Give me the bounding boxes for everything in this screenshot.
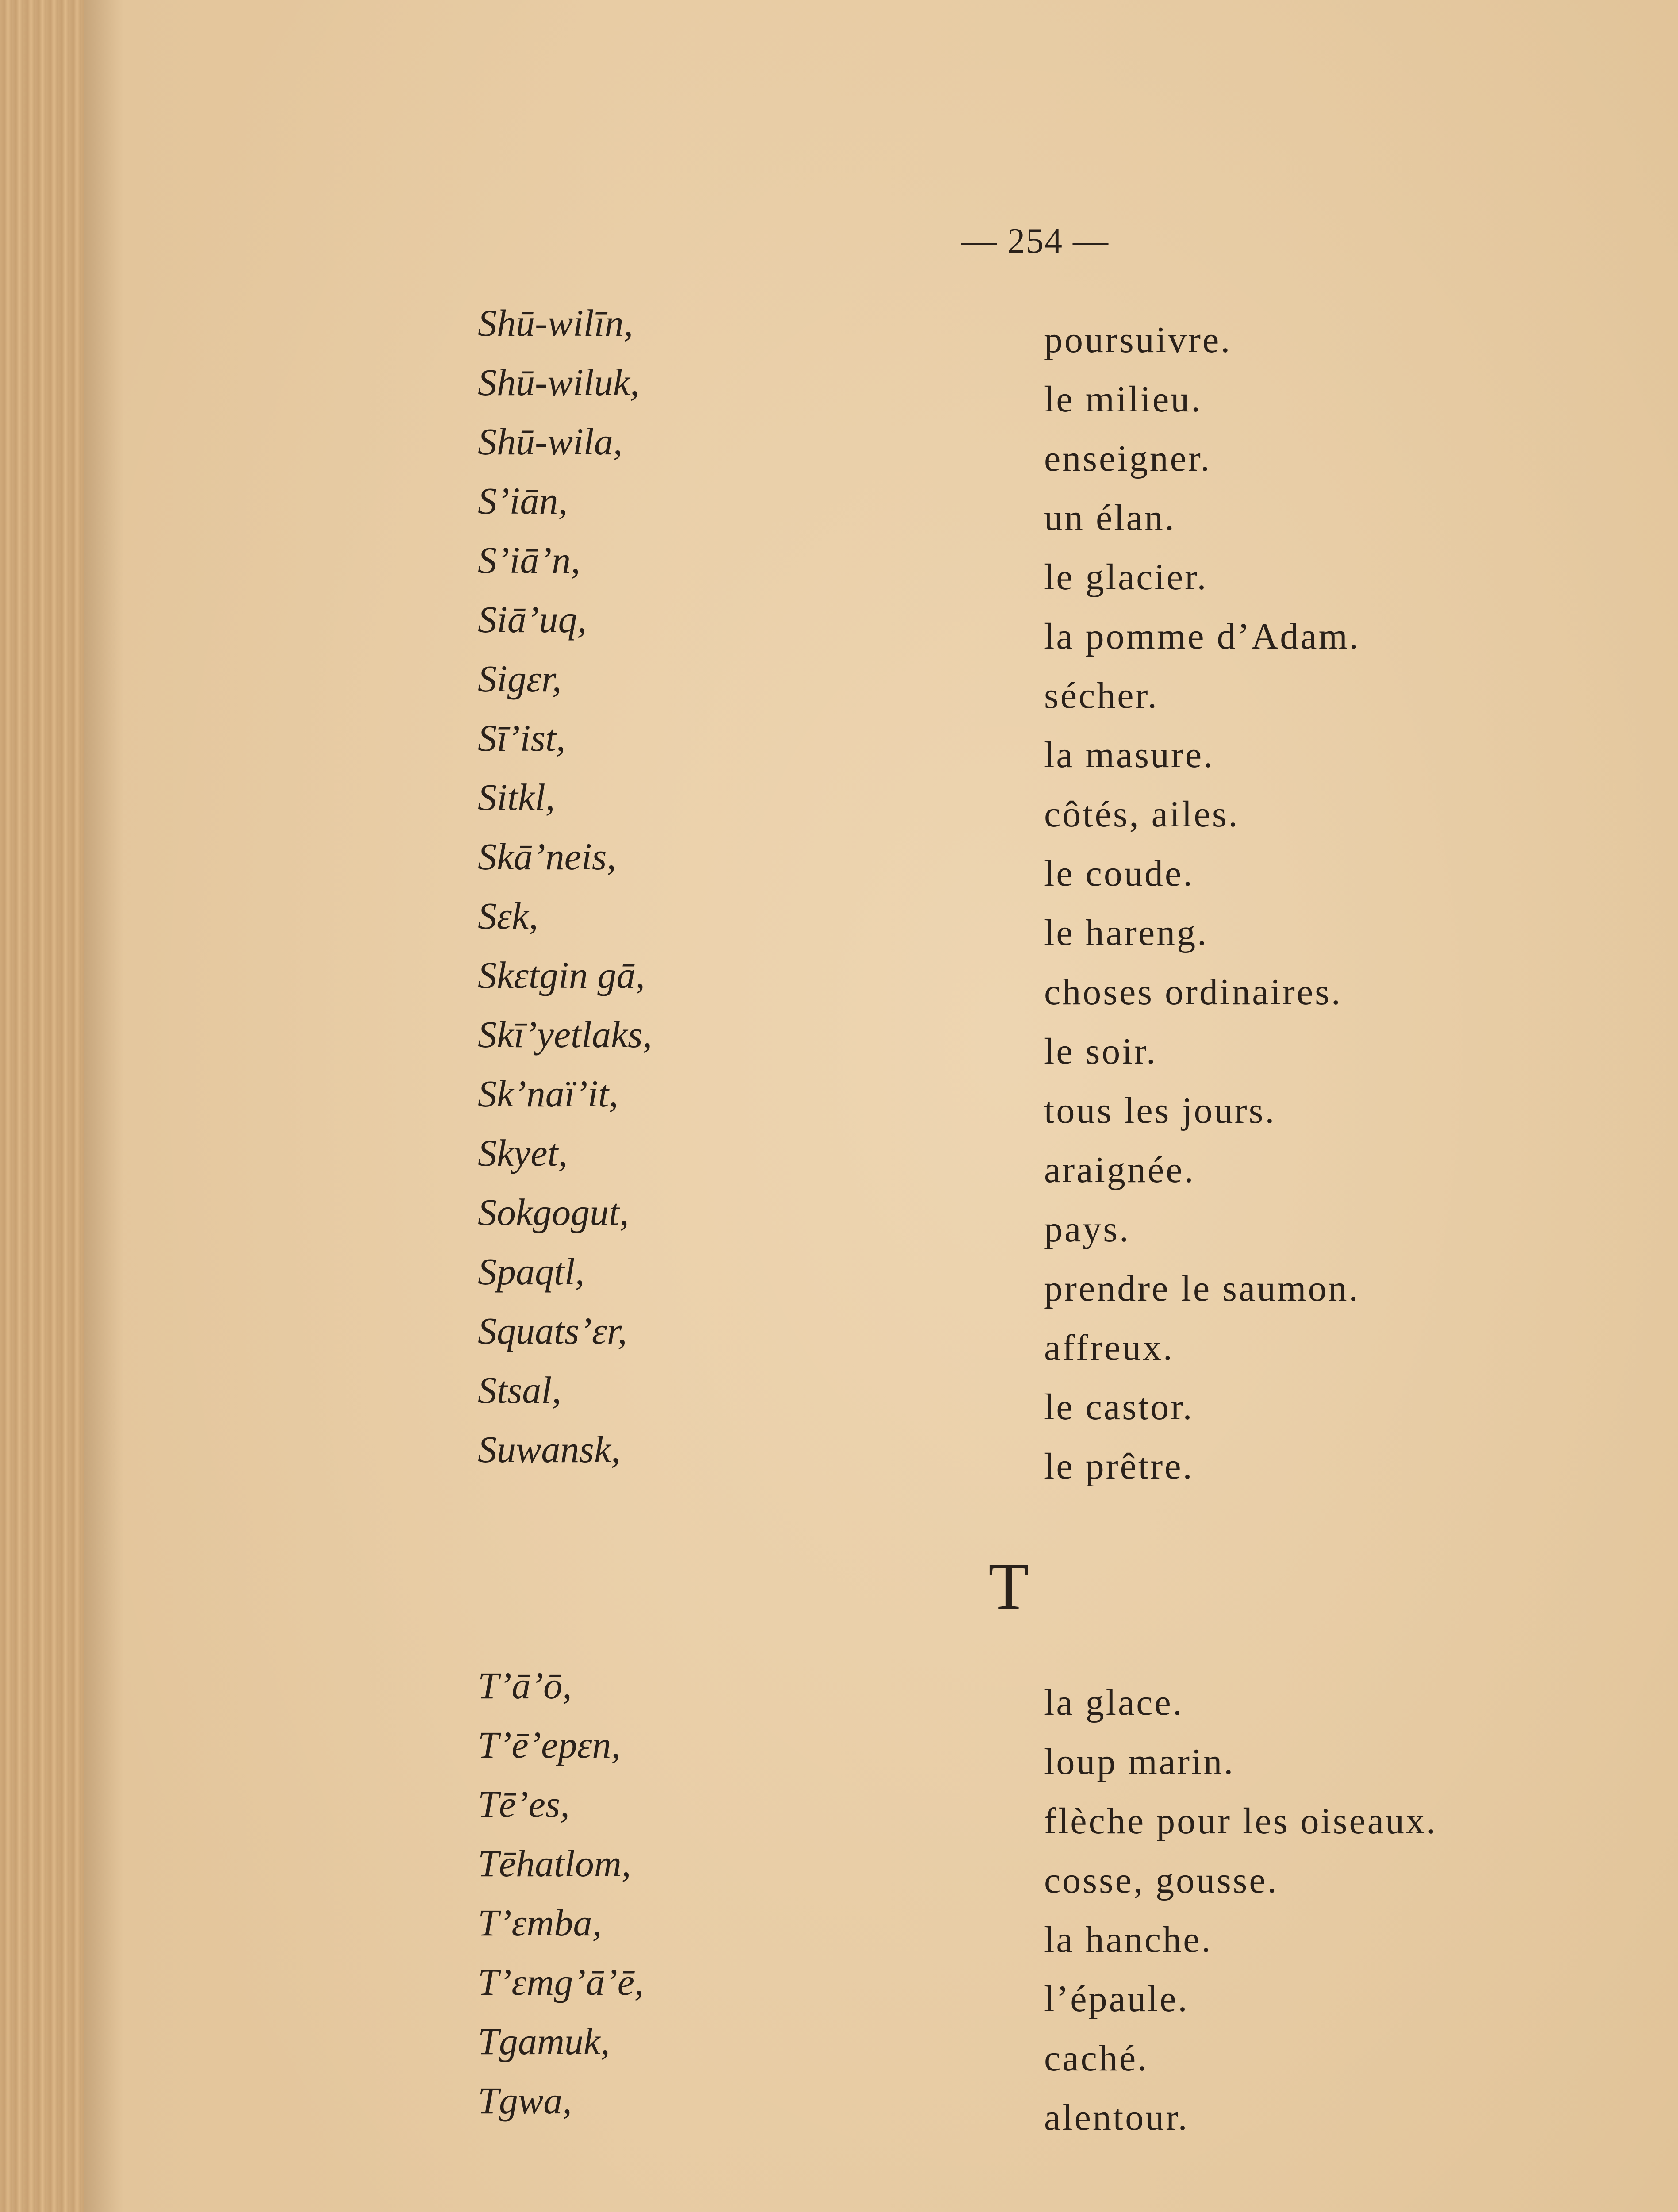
entry-gloss: sécher. (1044, 675, 1159, 716)
list-item (469, 1901, 1531, 1960)
entry-gloss: le hareng. (1044, 912, 1209, 953)
entry-gloss: la masure. (1044, 734, 1215, 776)
list-item (469, 1249, 1531, 1309)
entry-term: T’ā’ō, (478, 1664, 572, 1707)
section-heading-t: T (988, 1550, 1029, 1623)
entry-gloss: caché. (1044, 2038, 1149, 2079)
entry-term: Squats’ɛr, (478, 1310, 627, 1352)
list-item (469, 716, 1531, 775)
entry-term: S’iā’n, (478, 539, 580, 581)
entry-gloss: le soir. (1044, 1031, 1157, 1072)
entry-term: Tē’es, (478, 1783, 570, 1825)
entry-gloss: le milieu. (1044, 379, 1202, 420)
entry-term: Sk’naï’it, (478, 1072, 618, 1115)
list-item (469, 1782, 1531, 1841)
list-item (469, 419, 1531, 479)
list-item (469, 2019, 1531, 2078)
list-item (469, 1071, 1531, 1131)
list-item (469, 1723, 1531, 1782)
list-item (469, 1131, 1531, 1190)
list-item (469, 2078, 1531, 2138)
list-item (469, 1309, 1531, 1368)
list-item (469, 1960, 1531, 2019)
entry-term: Spaqtl, (478, 1250, 585, 1293)
entry-gloss: cosse, gousse. (1044, 1860, 1279, 1901)
list-item (469, 1190, 1531, 1249)
entry-term: Tēhatlom, (478, 1842, 631, 1885)
entry-term: Shū-wiluk, (478, 361, 640, 403)
list-item (469, 1427, 1531, 1486)
entry-gloss: le coude. (1044, 853, 1194, 894)
s-entries-list (469, 301, 1531, 1486)
entry-term: Siā’uq, (478, 598, 587, 641)
list-item (469, 538, 1531, 597)
book-binding (0, 0, 84, 2212)
list-item (469, 657, 1531, 716)
entry-gloss: affreux. (1044, 1327, 1174, 1368)
list-item (469, 301, 1531, 360)
entry-gloss: tous les jours. (1044, 1090, 1276, 1131)
entry-gloss: poursuivre. (1044, 319, 1232, 361)
entry-term: Sɛk, (478, 895, 538, 937)
entry-term: Shū-wilīn, (478, 302, 634, 344)
entry-term: Skā’neis, (478, 835, 616, 878)
entry-term: Suwansk, (478, 1428, 621, 1471)
entry-gloss: un élan. (1044, 497, 1176, 538)
entry-gloss: le prêtre. (1044, 1446, 1194, 1487)
entry-gloss: l’épaule. (1044, 1978, 1189, 2020)
list-item (469, 360, 1531, 419)
entry-gloss: le castor. (1044, 1386, 1194, 1428)
list-item (469, 1012, 1531, 1071)
entry-term: Skyet, (478, 1132, 568, 1174)
entry-term: Sitkl, (478, 776, 555, 818)
entry-gloss: côtés, ailes. (1044, 794, 1240, 835)
entry-term: T’ē’epɛn, (478, 1724, 621, 1766)
entry-gloss: la glace. (1044, 1682, 1184, 1723)
entry-term: Skī’yetlaks, (478, 1013, 652, 1056)
entry-gloss: la pomme d’Adam. (1044, 616, 1360, 657)
list-item (469, 597, 1531, 657)
entry-gloss: alentour. (1044, 2097, 1189, 2138)
entry-term: Skɛtgin gā, (478, 954, 645, 996)
entry-term: Sī’ist, (478, 717, 566, 759)
entry-gloss: pays. (1044, 1209, 1130, 1250)
list-item (469, 1663, 1531, 1723)
list-item (469, 479, 1531, 538)
entry-term: Tgamuk, (478, 2020, 610, 2062)
entry-term: T’ɛmg’ā’ē, (478, 1961, 644, 2003)
entry-term: T’ɛmba, (478, 1901, 602, 1944)
t-entries-list (469, 1663, 1531, 2138)
list-item (469, 1841, 1531, 1901)
entry-term: Tgwa, (478, 2079, 572, 2122)
entry-gloss: prendre le saumon. (1044, 1268, 1360, 1309)
binding-shadow (84, 0, 124, 2212)
entry-term: Sokgogut, (478, 1191, 629, 1233)
list-item (469, 894, 1531, 953)
list-item (469, 1368, 1531, 1427)
entry-term: Sigɛr, (478, 657, 562, 700)
entry-gloss: choses ordinaires. (1044, 972, 1342, 1013)
list-item (469, 834, 1531, 894)
list-item (469, 775, 1531, 834)
entry-gloss: la hanche. (1044, 1919, 1213, 1960)
entry-gloss: loup marin. (1044, 1741, 1235, 1782)
entry-gloss: araignée. (1044, 1149, 1195, 1190)
list-item (469, 953, 1531, 1012)
entry-term: Shū-wila, (478, 420, 623, 463)
entry-gloss: enseigner. (1044, 438, 1212, 479)
entry-term: S’iān, (478, 480, 568, 522)
entry-term: Stsal, (478, 1369, 561, 1411)
page-number: — 254 — (961, 222, 1109, 261)
entry-gloss: le glacier. (1044, 557, 1208, 598)
entry-gloss: flèche pour les oiseaux. (1044, 1801, 1438, 1842)
